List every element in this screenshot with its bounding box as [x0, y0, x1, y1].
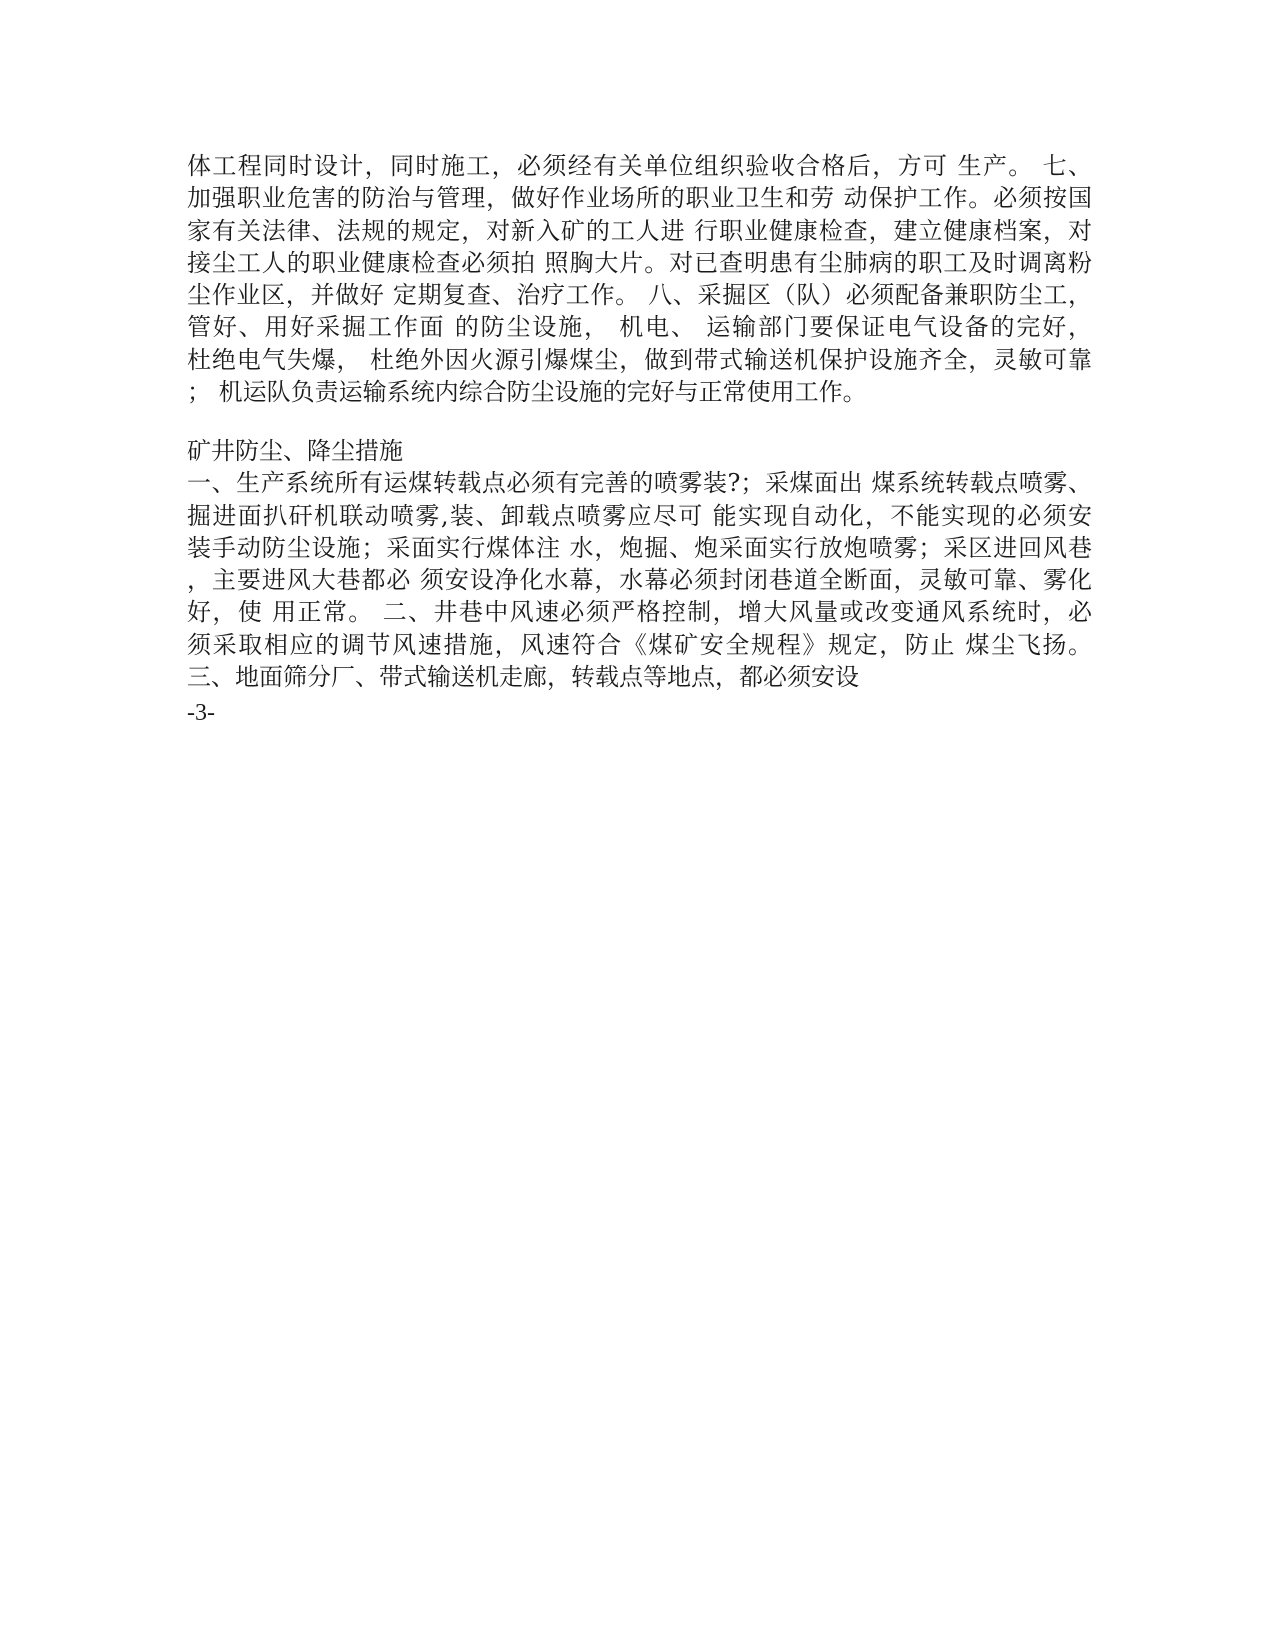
paragraph-continuation — [187, 150, 1092, 408]
section-line: 一、生产系统所有运煤转载点必须有完善的喷雾装?；采煤面出 煤系统转载点喷雾、 — [187, 469, 1092, 498]
paragraph-line: 尘作业区，并做好 定期复查、治疗工作。 八、采掘区（队）必须配备兼职防尘工， — [187, 281, 1092, 310]
section-line: 掘进面扒矸机联动喷雾,装、卸载点喷雾应尽可 能实现自动化，不能实现的必须安 — [187, 501, 1092, 530]
paragraph-line: 杜绝电气失爆， 杜绝外因火源引爆煤尘，做到带式输送机保护设施齐全，灵敏可靠 — [187, 345, 1092, 374]
section-line: 装手动防尘设施；采面实行煤体注 水，炮掘、炮采面实行放炮喷雾；采区进回风巷 — [187, 533, 1092, 562]
section-line: 三、地面筛分厂、带式输送机走廊，转载点等地点，都必须安设 — [187, 663, 859, 692]
section-line: ，主要进风大巷都必 须安设净化水幕，水幕必须封闭巷道全断面，灵敏可靠、雾化 — [187, 566, 1092, 595]
paragraph-line: 体工程同时设计，同时施工，必须经有关单位组织验收合格后，方可 生产。 七、 — [187, 152, 1092, 180]
page-number: -3- — [187, 700, 215, 726]
dust-control-section — [187, 435, 1092, 693]
paragraph-line: 接尘工人的职业健康检查必须拍 照胸大片。对已查明患有尘肺病的职工及时调离粉 — [187, 248, 1092, 277]
paragraph-line: 家有关法律、法规的规定，对新入矿的工人进 行职业健康检查，建立健康档案，对 — [187, 216, 1092, 245]
paragraph-line: ； 机运队负责运输系统内综合防尘设施的完好与正常使用工作。 — [187, 378, 867, 407]
paragraph-line: 加强职业危害的防治与管理，做好作业场所的职业卫生和劳 动保护工作。必须按国 — [187, 184, 1092, 213]
section-heading: 矿井防尘、降尘措施 — [187, 437, 403, 465]
paragraph-line: 管好、用好采掘工作面 的防尘设施， 机电、 运输部门要保证电气设备的完好， — [187, 313, 1092, 342]
section-line: 须采取相应的调节风速措施，风速符合《煤矿安全规程》规定，防止 煤尘飞扬。 — [187, 630, 1092, 659]
section-line: 好，使 用正常。 二、井巷中风速必须严格控制，增大风量或改变通风系统时，必 — [187, 598, 1092, 627]
